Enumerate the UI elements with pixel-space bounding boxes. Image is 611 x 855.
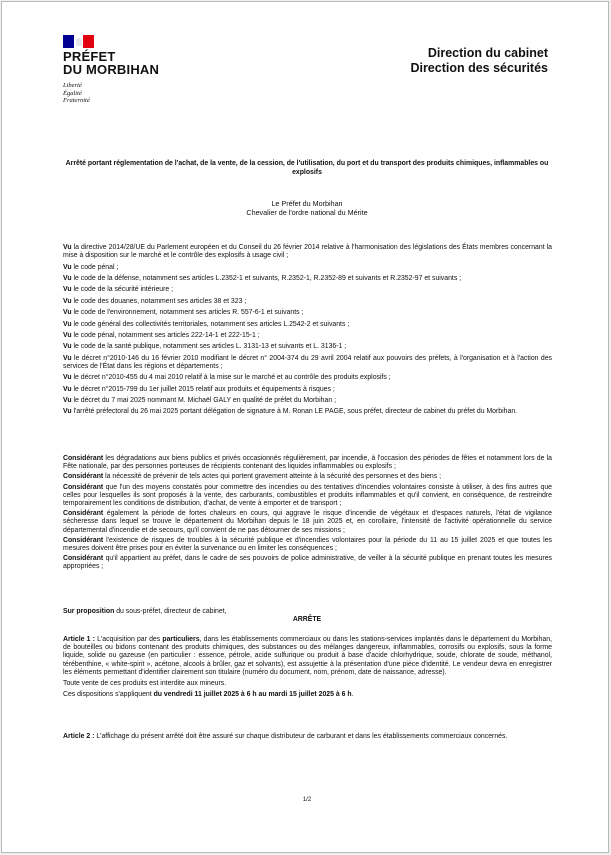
article-1-paragraph-3: [63, 691, 552, 699]
vu-item-text: le décret n°2015-799 du 1er juillet 2015 relatif aux produits et équipements à risques ;: [71, 385, 335, 393]
vu-item-lead: Vu: [63, 385, 72, 393]
prefecture-name: [63, 50, 159, 76]
document-title: Arrêté portant réglementation de l'achat, de la vente, de la cession, de l'utilisation, du port et du transport des produits chimiques, inflammables ou explosifs: [65, 160, 549, 176]
vu-item-text: l'arrêté préfectoral du 26 mai 2025 portant délégation de signature à M. Ronan LE PAGE, sous préfet, directeur de cabinet du préfet du Morbihan.: [71, 408, 518, 416]
direction-block: [410, 46, 548, 75]
vu-item-text: la directive 2014/28/UE du Parlement européen et du Conseil du 26 février 2014 relative à l'harmonisation des législations des États membres concernant la mise à disposition sur le marché et le contrôle des explosifs à usage civil ;: [63, 244, 552, 260]
vu-item-lead: Vu: [63, 397, 72, 405]
article-2-text: L'affichage du présent arrêté doit être assuré sur chaque distributeur de carburant et dans les établissements commerciaux concernés.: [94, 733, 508, 740]
flag-red-band: [83, 35, 94, 48]
vu-item: [63, 286, 552, 294]
vu-item-lead: Vu: [63, 320, 72, 328]
vu-item: [63, 343, 552, 351]
prefecture-line1: PRÉFET: [63, 49, 116, 64]
vu-item: [63, 397, 552, 405]
vu-item-text: le décret n°2010-455 du 4 mai 2010 relatif à la mise sur le marché et au contrôle des produits explosifs ;: [71, 374, 391, 382]
article-1-text-a: L'acquisition par des: [94, 636, 163, 643]
considerant-item-lead: Considérant: [63, 473, 104, 481]
vu-item-text: le code général des collectivités territoriales, notamment ses articles L.2542-2 et suivants ;: [71, 320, 350, 328]
vu-item: [63, 374, 552, 382]
motto-egalite: Égalité: [63, 89, 82, 97]
considerant-item: [63, 510, 552, 535]
vu-item: [63, 309, 552, 317]
signer-line1: Le Préfet du Morbihan: [271, 199, 343, 208]
considerant-item-lead: Considérant: [63, 455, 104, 462]
prefecture-line2: DU MORBIHAN: [63, 62, 160, 77]
article-2-label: Article 2 :: [63, 733, 95, 740]
flag-blue-band: [63, 35, 74, 48]
considerant-item-text: les dégradations aux biens publics et privés occasionnés régulièrement, par incendie, à l'occasion des périodes de fêtes et notamment lors de la Fête nationale, par des personnes porteuses de récipients contenant des liquides inflammables ou explosifs ;: [63, 455, 552, 471]
vu-item: [63, 275, 552, 283]
vu-item-text: le code de la défense, notamment ses articles L.2352-1 et suivants, R.2352-1, R.2352-89 et suivants et R.2352-97 et suivants ;: [71, 274, 462, 282]
signer-line2: Chevalier de l'ordre national du Mérite: [246, 208, 368, 217]
considerant-item: [63, 484, 552, 509]
vu-item: [63, 298, 552, 306]
article-1-dates-end: .: [351, 691, 354, 699]
proposition-line: [63, 608, 227, 616]
vu-item-lead: Vu: [63, 309, 72, 317]
considerant-item: [63, 455, 552, 471]
considerant-item-text: également la période de fortes chaleurs en cours, qui aggrave le risque d'incendie de végétaux et d'espaces naturels, l'état de vigilance sécheresse dans lequel se trouve le département du Morbihan depuis le 18 juin 2025 et, en corollaire, l'intensité de l'activité opérationnelle du service départemental d'incendie et de secours, qu'il convient de ne pas détourner de ses missions ;: [63, 510, 552, 534]
arrete-heading: ARRÊTE: [292, 616, 322, 623]
vu-item-text: le code pénal, notamment ses articles 222-14-1 et 222-15-1 ;: [71, 331, 260, 339]
motto-liberte: Liberté: [63, 82, 82, 89]
vu-item-lead: Vu: [63, 244, 72, 251]
vu-item-lead: Vu: [63, 331, 72, 339]
considerant-item-lead: Considérant: [63, 555, 104, 563]
direction-line2: Direction des sécurités: [410, 60, 548, 75]
article-1-bold: particuliers: [162, 636, 200, 643]
considerant-item-text: l'existence de risques de troubles à la sécurité publique et d'incendies volontaires pour la période du 11 au 15 juillet 2025 et que toutes les mesures doivent être prises pour en éviter la survenance ou en limiter les conséquences ;: [63, 536, 552, 553]
republic-motto: [63, 82, 90, 105]
article-1-dates: du vendredi 11 juillet 2025 à 6 h au mardi 15 juillet 2025 à 6 h: [153, 691, 352, 699]
vu-item-lead: Vu: [63, 263, 72, 271]
vu-item-text: le code de la santé publique, notamment ses articles L. 3131-13 et suivants et L. 3136-1 ;: [71, 343, 347, 351]
considerant-item: [63, 537, 552, 553]
article-1: [63, 636, 552, 702]
vu-item-text: le code de l'environnement, notamment ses articles R. 557-6-1 et suivants ;: [71, 309, 304, 317]
considerant-item-lead: Considérant: [63, 483, 104, 491]
article-2: [63, 733, 552, 741]
proposition-text: du sous-préfet, directeur de cabinet,: [114, 608, 227, 615]
considerant-item-text: la nécessité de prévenir de tels actes qui portent gravement atteinte à la sécurité des personnes et des biens ;: [103, 473, 442, 481]
vus-list: [63, 244, 552, 420]
vu-item-lead: Vu: [63, 374, 72, 382]
considerant-item: [63, 473, 552, 481]
vu-item-text: le code pénal ;: [71, 263, 119, 271]
considerant-item-lead: Considérant: [63, 510, 104, 518]
considerant-item-text: qu'il appartient au préfet, dans le cadre de ses pouvoirs de police administrative, de veiller à la sécurité publique en prenant toutes les mesures appropriées ;: [63, 555, 552, 571]
vu-item-text: le code de la sécurité intérieure ;: [71, 286, 174, 294]
article-1-dates-lead: Ces dispositions s'appliquent: [63, 691, 154, 699]
document-page: [1, 1, 609, 853]
direction-line1: Direction du cabinet: [427, 46, 548, 60]
considerant-item-text: que l'un des moyens constatés pour commettre des incendies ou des tentatives d'incendies volontaires consiste à utiliser, à des fins autres que celles pour lesquelles ils sont proposés à la vente, des carburants, combustibles et produits inflammables et qu'il convient, en conséquence, de restreindre temporairement les conditions de distribution, d'achat, de vente à emporter et de transport ;: [63, 483, 552, 508]
vu-item-lead: Vu: [63, 297, 72, 305]
vu-item-text: le code des douanes, notamment ses articles 38 et 323 ;: [71, 297, 247, 305]
considerant-item-lead: Considérant: [63, 536, 104, 544]
vu-item-lead: Vu: [63, 286, 72, 294]
vu-item-lead: Vu: [63, 408, 72, 416]
considerants-list: [63, 455, 552, 574]
article-1-paragraph-2: Toute vente de ces produits est interdite aux mineurs.: [63, 680, 227, 688]
vu-item-lead: Vu: [63, 343, 72, 351]
proposition-lead: Sur proposition: [63, 608, 115, 615]
vu-item: [63, 321, 552, 329]
marianne-icon: [74, 35, 83, 48]
page-number: 1/2: [302, 797, 312, 803]
vu-item: [63, 264, 552, 272]
vu-item-text: le décret du 7 mai 2025 nommant M. Michaël GALY en qualité de préfet du Morbihan ;: [71, 397, 336, 405]
vu-item-text: le décret n°2010-146 du 16 février 2010 modifiant le décret n° 2004-374 du 29 avril 2004 relatif aux pouvoirs des préfets, à l'organisation et à l'action des services de l'État dans les régions et départements ;: [63, 354, 552, 370]
vu-item-lead: Vu: [63, 274, 72, 282]
article-1-paragraph-1: [63, 636, 552, 677]
vu-item-lead: Vu: [63, 354, 72, 362]
article-1-label: Article 1 :: [63, 636, 95, 643]
article-1-text-b: , dans les établissements commerciaux ou dans les stations-services implantés dans le département du Morbihan, de bouteilles ou bidons contenant des produits chimiques, des substances ou des mélanges dangereux, inflammables, corrosifs ou explosifs, sous la forme liquide, solide ou gazeuse (en particulier : essence, pétrole, acide sulfurique ou produit à base d'acide chlorhydrique, soude, chlorate de soude, méthanol, térébenthine, « white-spirit », acétone, alcools à brûler, gaz et solvants), est assujettie à la présentation d'une pièce d'identité. Le vendeur devra en enregistrer les éléments permettant d'identifier clairement son titulaire (numéro du document, nom, prénom, date de naissance, adresse).: [63, 636, 553, 676]
vu-item: [63, 332, 552, 340]
considerant-item: [63, 555, 552, 571]
french-flag-logo: [63, 35, 94, 48]
vu-item: [63, 408, 552, 416]
signer-block: [62, 199, 552, 217]
vu-item: [63, 355, 552, 371]
vu-item: [63, 244, 552, 260]
motto-fraternite: Fraternité: [63, 97, 90, 105]
vu-item: [63, 386, 552, 394]
